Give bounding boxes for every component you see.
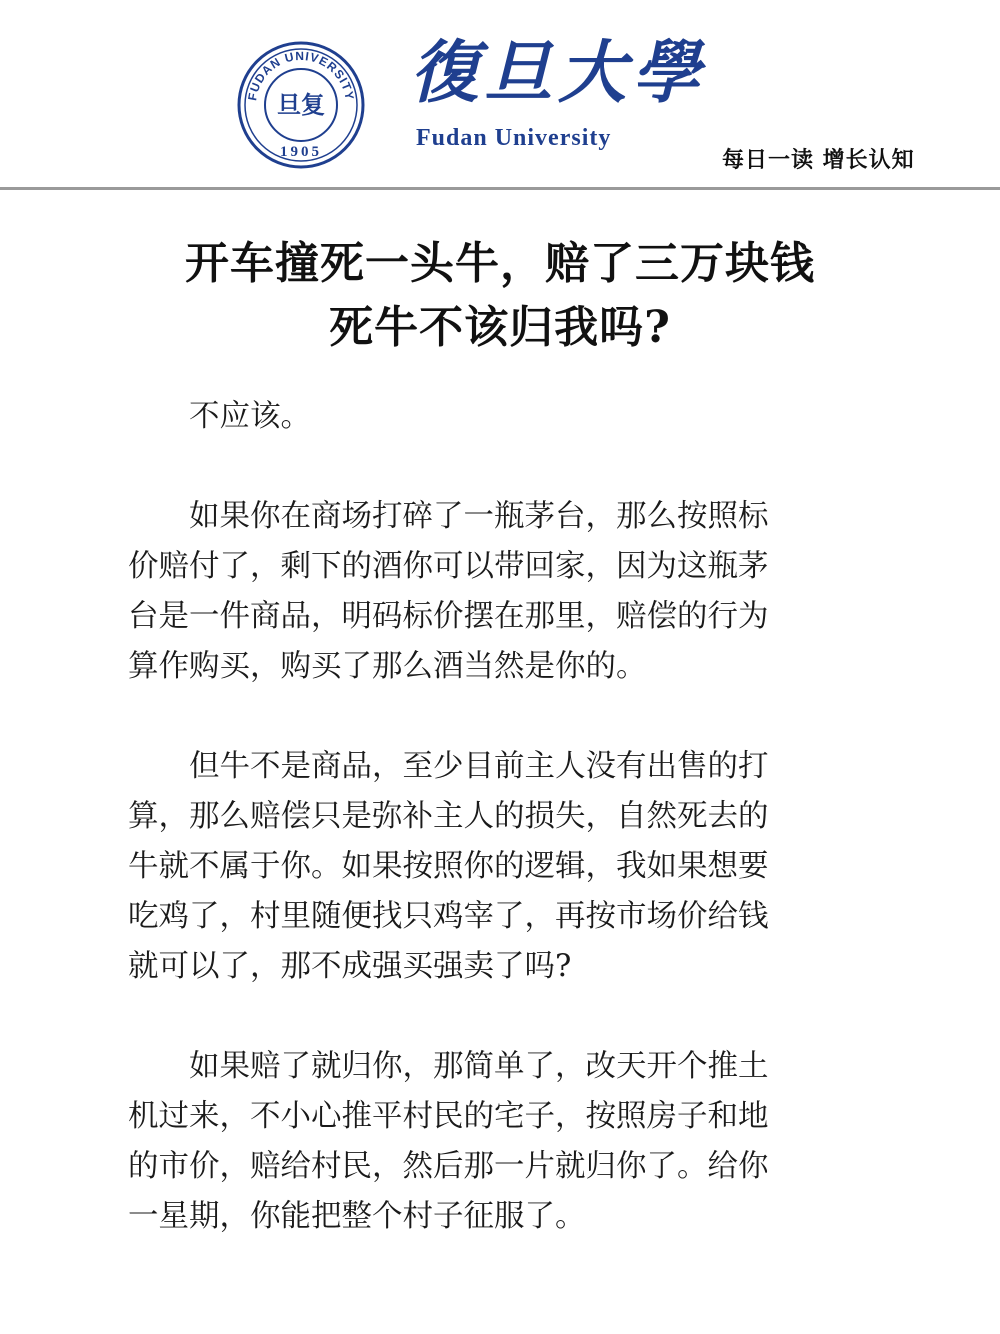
- article-body: [128, 392, 864, 1292]
- header-divider: [0, 187, 1000, 190]
- paragraph-3: 但牛不是商品，至少目前主人没有出售的打 算，那么赔偿只是弥补主人的损失，自然死去的 牛就不属于你。如果按照你的逻辑，我如果想要 吃鸡了，村里随便找只鸡宰了，再按市场价给钱 就可以了，那不成强买强卖了吗?: [128, 749, 769, 984]
- title-line-1: 开车撞死一头牛，赔了三万块钱: [185, 238, 815, 289]
- brand-name-english: Fudan University: [416, 125, 612, 151]
- paragraph-1: 不应该。: [189, 399, 311, 434]
- title-line-2: 死牛不该归我吗?: [329, 302, 671, 353]
- seal-glyph: 旦复: [277, 90, 325, 119]
- fudan-seal-logo: [236, 40, 366, 170]
- paragraph-2: 如果你在商场打碎了一瓶茅台，那么按照标 价赔付了，剩下的酒你可以带回家，因为这瓶茅 台是一件商品，明码标价摆在那里，赔偿的行为 算作购买，购买了那么酒当然是你的。: [128, 499, 769, 684]
- paragraph-4: 如果赔了就归你，那简单了，改天开个推土 机过来，不小心推平村民的宅子，按照房子和地 的市价，赔给村民，然后那一片就归你了。给你 一星期，你能把整个村子征服了。: [128, 1049, 769, 1234]
- seal-year: 1905: [280, 144, 322, 160]
- header-slogan: 每日一读 增长认知: [722, 147, 915, 173]
- article-title: [0, 232, 1000, 360]
- svg-text:FUDAN UNIVERSITY: FUDAN UNIVERSITY: [245, 48, 357, 102]
- page-header: [0, 0, 1000, 190]
- brand-name-chinese: 復旦大學: [410, 33, 707, 113]
